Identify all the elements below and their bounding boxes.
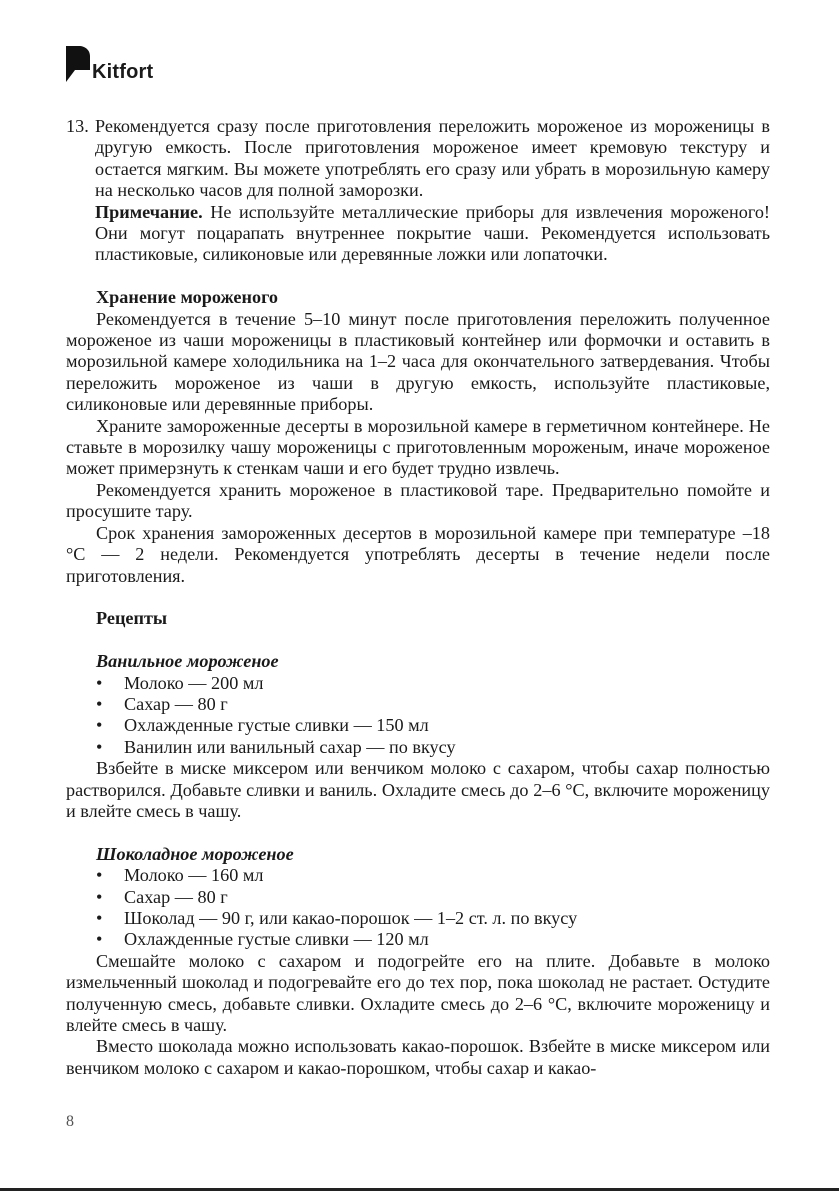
ingredient-text: Молоко — 200 мл	[124, 672, 264, 693]
bullet: •	[96, 886, 103, 907]
item-13-text: Рекомендуется сразу после приготовления переложить мороженое из мороженицы в другую емкость. После приготовления мороженое имеет кремовую текстуру и остается мягким. Вы можете употреблять его сразу или убрать в морозильную камеру на несколько часов для полной заморозки.	[95, 116, 770, 201]
item-number: 13.	[66, 116, 89, 136]
brand-logo	[66, 46, 153, 82]
vanilla-ingredient-list	[66, 673, 770, 759]
vanilla-instructions: Взбейте в миске миксером или венчиком молоко с сахаром, чтобы сахар полностью растворился. Добавьте сливки и ваниль. Охладите смесь до 2–6 °C, включите мороженицу и влейте смесь в чашу.	[66, 758, 770, 821]
brand-name: Kitfort	[92, 61, 154, 83]
storage-heading: Хранение мороженого	[96, 287, 278, 308]
item-13-note	[95, 202, 770, 266]
ingredient-text: Сахар — 80 г	[124, 886, 228, 907]
chocolate-instructions: Смешайте молоко с сахаром и подогрейте его на плите. Добавьте в молоко измельченный шоколад и подогревайте его до тех пор, пока шоколад не растает. Остудите полученную смесь, добавьте сливки. Охладите смесь до 2–6 °C, включите мороженицу и влейте смесь в чашу.	[66, 950, 770, 1035]
list-item	[66, 694, 770, 715]
ingredient-text: Шоколад — 90 г, или какао-порошок — 1–2 ст. л. по вкусу	[124, 907, 578, 928]
ingredient-text: Сахар — 80 г	[124, 693, 228, 714]
bullet: •	[96, 715, 103, 736]
list-item	[66, 929, 770, 950]
list-item	[66, 715, 770, 736]
bullet: •	[96, 672, 103, 693]
list-item	[66, 908, 770, 929]
bullet: •	[96, 907, 103, 928]
storage-paragraph: Рекомендуется хранить мороженое в пластиковой таре. Предварительно помойте и просушите тару.	[66, 479, 770, 522]
note-label: Примечание.	[95, 201, 203, 222]
bullet: •	[96, 693, 103, 714]
numbered-item-13	[66, 116, 770, 266]
recipes-heading: Рецепты	[96, 608, 168, 629]
page-number: 8	[66, 1113, 74, 1130]
bullet: •	[96, 736, 103, 757]
storage-paragraph: Срок хранения замороженных десертов в морозильной камере при температуре –18 °C — 2 недели. Рекомендуется употреблять десерты в течение недели после приготовления.	[66, 522, 770, 586]
list-item	[66, 673, 770, 694]
ingredient-text: Ванилин или ванильный сахар — по вкусу	[124, 736, 456, 757]
ingredient-text: Охлажденные густые сливки — 120 мл	[124, 929, 429, 950]
list-item	[66, 865, 770, 886]
ingredient-text: Молоко — 160 мл	[124, 865, 264, 886]
page-content	[66, 116, 770, 1079]
chocolate-recipe-title: Шоколадное мороженое	[96, 843, 294, 864]
ingredient-text: Охлажденные густые сливки — 150 мл	[124, 715, 429, 736]
chocolate-instructions: Вместо шоколада можно использовать какао-порошок. Взбейте в миске миксером или венчиком молоко с сахаром и какао-порошком, чтобы сахар и какао-	[66, 1036, 770, 1078]
chocolate-ingredient-list	[66, 865, 770, 951]
list-item	[66, 737, 770, 758]
bullet: •	[96, 865, 103, 886]
storage-paragraph: Храните замороженные десерты в морозильной камере в герметичном контейнере. Не ставьте в морозилку чашу мороженицы с приготовленным мороженым, иначе мороженое может примерзнуть к стенкам чаши и его будет трудно извлечь.	[66, 415, 770, 479]
vanilla-recipe-title: Ванильное мороженое	[96, 651, 279, 672]
kitfort-logo-icon	[66, 46, 90, 82]
list-item	[66, 887, 770, 908]
storage-paragraph: Рекомендуется в течение 5–10 минут после приготовления переложить полученное мороженое из чаши мороженицы в пластиковый контейнер или формочки и оставить в морозильной камере холодильника на 1–2 часа для окончательного затвердевания. Чтобы переложить мороженое из чаши в другую емкость, используйте пластиковые, силиконовые или деревянные приборы.	[66, 308, 770, 415]
note-text: Не используйте металлические приборы для извлечения мороженого! Они могут поцарапать внутреннее покрытие чаши. Рекомендуется использовать пластиковые, силиконовые или деревянные ложки или лопаточки.	[95, 201, 770, 265]
bullet: •	[96, 929, 103, 950]
